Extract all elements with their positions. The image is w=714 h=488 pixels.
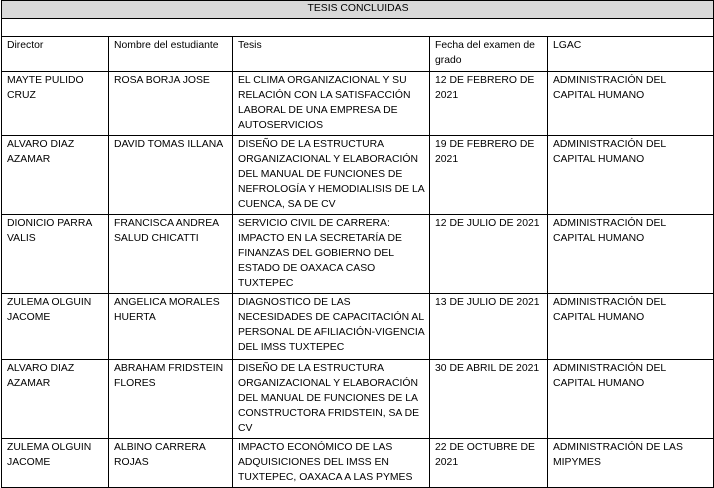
tesis-cell: EL CLIMA ORGANIZACIONAL Y SU RELACIÓN CON LA SATISFACCIÓN LABORAL DE UNA EMPRESA DE AUTOSERVICIOS [233,72,430,136]
estudiante-cell: ROSA BORJA JOSE [109,72,233,136]
fecha-cell: 13 DE JULIO DE 2021 [430,294,548,360]
table-row [2,294,714,360]
blank-row [2,19,714,37]
estudiante-cell: DAVID TOMAS ILLANA [109,136,233,215]
tesis-cell: DISEÑO DE LA ESTRUCTURA ORGANIZACIONAL Y ELABORACIÓN DEL MANUAL DE FUNCIONES DE LA CONSTRUCTORA FRIDSTEIN, SA DE CV [233,360,430,439]
table-row [2,72,714,136]
header-estudiante: Nombre del estudiante [109,37,233,72]
estudiante-cell: FRANCISCA ANDREA SALUD CHICATTI [109,215,233,294]
estudiante-cell: ABRAHAM FRIDSTEIN FLORES [109,360,233,439]
header-fecha: Fecha del examen de grado [430,37,548,72]
header-tesis: Tesis [233,37,430,72]
table-title-row [2,1,714,19]
table-row [2,439,714,488]
fecha-cell: 19 DE FEBRERO DE 2021 [430,136,548,215]
lgac-cell: ADMINISTRACIÓN DEL CAPITAL HUMANO [548,360,714,439]
lgac-cell: ADMINISTRACIÓN DEL CAPITAL HUMANO [548,215,714,294]
director-cell: DIONICIO PARRA VALIS [2,215,109,294]
theses-table [1,0,714,488]
header-row [2,37,714,72]
fecha-cell: 12 DE JULIO DE 2021 [430,215,548,294]
estudiante-cell: ANGELICA MORALES HUERTA [109,294,233,360]
fecha-cell: 22 DE OCTUBRE DE 2021 [430,439,548,488]
tesis-cell: DIAGNOSTICO DE LAS NECESIDADES DE CAPACITACIÓN AL PERSONAL DE AFILIACIÓN-VIGENCIA DEL IMSS TUXTEPEC [233,294,430,360]
table-title: TESIS CONCLUIDAS [2,1,714,19]
table-row [2,215,714,294]
lgac-cell: ADMINISTRACIÓN DE LAS MIPYMES [548,439,714,488]
tesis-cell: DISEÑO DE LA ESTRUCTURA ORGANIZACIONAL Y ELABORACIÓN DEL MANUAL DE FUNCIONES DE NEFROLOGÍA Y HEMODIALISIS DE LA CUENCA, SA DE CV [233,136,430,215]
table-row [2,136,714,215]
director-cell: ALVARO DIAZ AZAMAR [2,360,109,439]
blank-cell [2,19,714,37]
lgac-cell: ADMINISTRACIÓN DEL CAPITAL HUMANO [548,72,714,136]
director-cell: ALVARO DIAZ AZAMAR [2,136,109,215]
director-cell: ZULEMA OLGUIN JACOME [2,294,109,360]
lgac-cell: ADMINISTRACIÓN DEL CAPITAL HUMANO [548,136,714,215]
table-row [2,360,714,439]
header-director: Director [2,37,109,72]
lgac-cell: ADMINISTRACIÓN DEL CAPITAL HUMANO [548,294,714,360]
estudiante-cell: ALBINO CARRERA ROJAS [109,439,233,488]
director-cell: ZULEMA OLGUIN JACOME [2,439,109,488]
tesis-cell: IMPACTO ECONÓMICO DE LAS ADQUISICIONES DEL IMSS EN TUXTEPEC, OAXACA A LAS PYMES [233,439,430,488]
director-cell: MAYTE PULIDO CRUZ [2,72,109,136]
tesis-cell: SERVICIO CIVIL DE CARRERA: IMPACTO EN LA SECRETARÍA DE FINANZAS DEL GOBIERNO DEL ESTADO DE OAXACA CASO TUXTEPEC [233,215,430,294]
fecha-cell: 30 DE ABRIL DE 2021 [430,360,548,439]
header-lgac: LGAC [548,37,714,72]
fecha-cell: 12 DE FEBRERO DE 2021 [430,72,548,136]
